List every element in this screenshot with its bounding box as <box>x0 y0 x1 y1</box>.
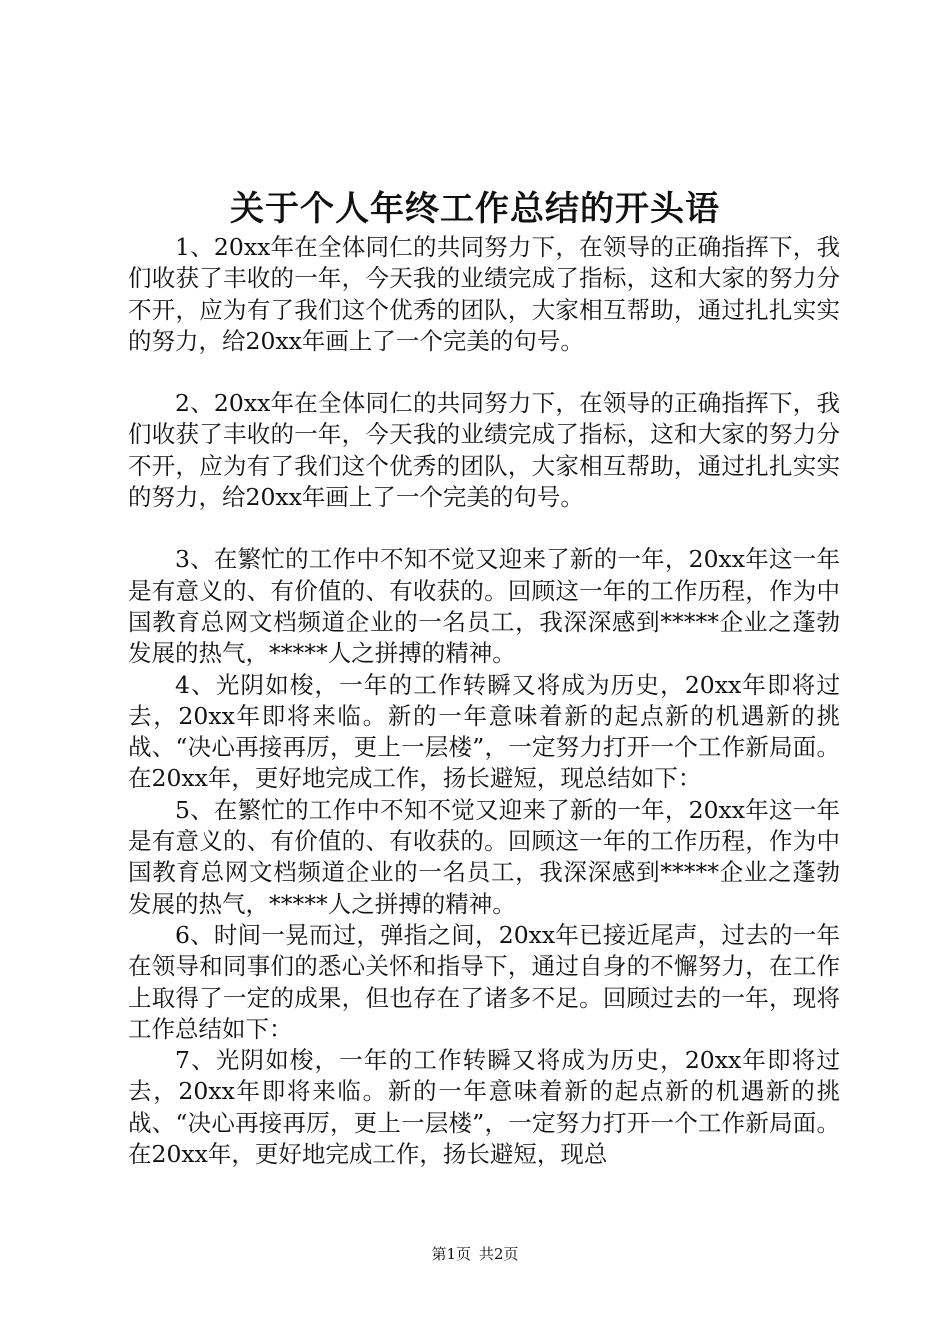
paragraph-1: 1、20xx年在全体同仁的共同努力下，在领导的正确指挥下，我们收获了丰收的一年，今天我的业绩完成了指标，这和大家的努力分不开，应为有了我们这个优秀的团队，大家相互帮助，通过扎扎实实的努力，给20xx年画上了一个完美的句号。 <box>128 233 840 355</box>
page-number: 第1页 <box>431 1245 471 1263</box>
paragraph-6: 6、时间一晃而过，弹指之间，20xx年已接近尾声，过去的一年在领导和同事们的悉心关怀和指导下，通过自身的不懈努力，在工作上取得了一定的成果，但也存在了诸多不足。回顾过去的一年，现将工作总结如下： <box>128 920 840 1043</box>
paragraph-2: 2、20xx年在全体同仁的共同努力下，在领导的正确指挥下，我们收获了丰收的一年，今天我的业绩完成了指标，这和大家的努力分不开，应为有了我们这个优秀的团队，大家相互帮助，通过扎扎实实的努力，给20xx年画上了一个完美的句号。 <box>128 389 840 512</box>
paragraph-spacer <box>128 357 840 388</box>
document-title: 关于个人年终工作总结的开头语 <box>230 189 720 229</box>
paragraph-4: 4、光阴如梭，一年的工作转瞬又将成为历史，20xx年即将过去，20xx年即将来临。新的一年意味着新的起点新的机遇新的挑战、“决心再接再厉，更上一层楼”，一定努力打开一个工作新局面。在20xx年，更好地完成工作，扬长避短，现总结如下： <box>128 670 840 793</box>
paragraph-spacer <box>128 513 840 544</box>
page-footer <box>0 1244 950 1264</box>
paragraph-7: 7、光阴如梭，一年的工作转瞬又将成为历史，20xx年即将过去，20xx年即将来临。新的一年意味着新的起点新的机遇新的挑战、“决心再接再厉，更上一层楼”，一定努力打开一个工作新局面。在20xx年，更好地完成工作，扬长避短，现总 <box>128 1046 840 1169</box>
paragraph-3: 3、在繁忙的工作中不知不觉又迎来了新的一年，20xx年这一年是有意义的、有价值的、有收获的。回顾这一年的工作历程，作为中国教育总网文档频道企业的一名员工，我深深感到*****企业之蓬勃发展的热气，*****人之拼搏的精神。 <box>128 545 840 668</box>
page-total: 共2页 <box>479 1245 519 1263</box>
paragraph-5: 5、在繁忙的工作中不知不觉又迎来了新的一年，20xx年这一年是有意义的、有价值的、有收获的。回顾这一年的工作历程，作为中国教育总网文档频道企业的一名员工，我深深感到*****企业之蓬勃发展的热气，*****人之拼搏的精神。 <box>128 795 840 918</box>
document-body <box>128 232 840 1170</box>
